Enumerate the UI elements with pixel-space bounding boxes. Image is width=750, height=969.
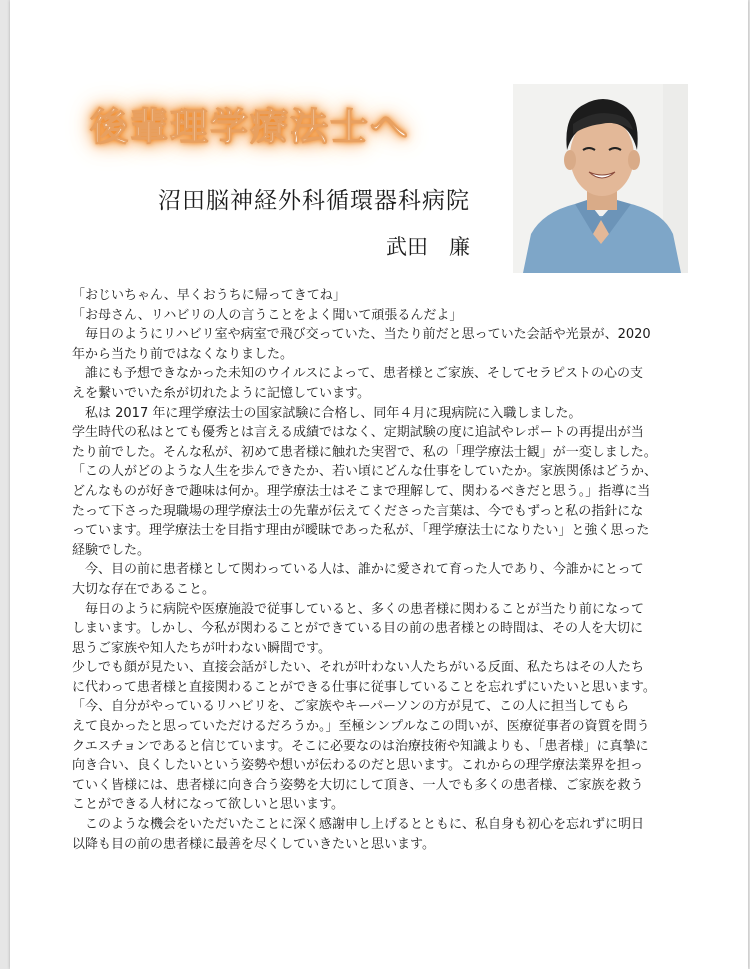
body-line: 思うご家族や知人たちが叶わない瞬間です。 (72, 640, 331, 656)
body-line: 私は 2017 年に理学療法士の国家試験に合格し、同年４月に現病院に入職しました。 (72, 405, 582, 421)
body-line: えて良かったと思っていただけるだろうか。」至極シンプルなこの問いが、医療従事者の資質を問う (72, 719, 650, 735)
body-line: 「この人がどのような人生を歩んできたか、若い頃にどんな仕事をしていたか。家族関係はどうか、 (72, 464, 658, 480)
body-line: たって下さった現職場の理学療法士の先輩が伝えてくださった言葉は、今でもずっと私の指針にな (72, 503, 644, 519)
author-name: 武田 廉 (386, 235, 470, 259)
body-text (72, 286, 712, 854)
document-page (10, 0, 748, 969)
body-line: どんなものが好きで趣味は何か。理学療法士はそこまで理解して、関わるべきだと思う。」指導に当 (72, 483, 651, 499)
body-line: 以降も目の前の患者様に最善を尽くしていきたいと思います。 (72, 836, 435, 852)
page-title: 後輩理学療法士へ (90, 105, 411, 149)
body-line: 「おじいちゃん、早くおうちに帰ってきてね」 (72, 288, 346, 303)
body-line: 少しでも顔が見たい、直接会話がしたい、それが叶わない人たちがいる反面、私たちはその人たち (72, 660, 645, 676)
body-line: えを繋いでいた糸が切れたように記憶しています。 (72, 385, 370, 401)
body-line: しまいます。しかし、今私が関わることができている目の前の患者様との時間は、その人を大切に (72, 621, 643, 637)
body-line: 誰にも予想できなかった未知のウイルスによって、患者様とご家族、そしてセラピストの心の支 (72, 366, 643, 382)
body-line: たり前でした。そんな私が、初めて患者様に触れた実習で、私の「理学療法士観」が一変しました。 (72, 444, 657, 460)
body-line: 毎日のようにリハビリ室や病室で飛び交っていた、当たり前だと思っていた会話や光景が、2020 (72, 327, 651, 343)
body-line: 毎日のように病院や医療施設で従事していると、多くの患者様に関わることが当たり前になって (72, 601, 645, 617)
body-line: 学生時代の私はとても優秀とは言える成績ではなく、定期試験の度に追試やレポートの再提出が当 (72, 425, 644, 441)
body-line: 今、目の前に患者様として関わっている人は、誰かに愛されて育った人であり、今誰かにとって (72, 562, 644, 578)
body-line: っています。理学療法士を目指す理由が曖昧であった私が、「理学療法士になりたい」と強く思った (72, 523, 650, 539)
body-line: 「お母さん、リハビリの人の言うことをよく聞いて頑張るんだよ」 (72, 307, 463, 323)
body-line: 「今、自分がやっているリハビリを、ご家族やキーパーソンの方が見て、この人に担当してもら (72, 699, 630, 715)
body-line: ていく皆様には、患者様に向き合う姿勢を大切にして頂き、一人でも多くの患者様、ご家族を救う (72, 777, 644, 793)
body-line: 向き合い、良くしたいという姿勢や想いが伝わるのだと思います。これからの理学療法業界を担っ (72, 758, 643, 774)
author-photo (513, 84, 688, 273)
body-line: クエスチョンであると信じています。そこに必要なのは治療技術や知識よりも、「患者様」に真摯に (72, 738, 649, 754)
body-line: ことができる人材になって欲しいと思います。 (72, 797, 344, 813)
body-line: 経験でした。 (72, 542, 151, 558)
body-line: 大切な存在であること。 (72, 581, 216, 597)
body-line: このような機会をいただいたことに深く感謝申し上げるとともに、私自身も初心を忘れずに明日 (72, 817, 645, 833)
body-line: に代わって患者様と直接関わることができる仕事に従事していることを忘れずにいたいと思います。 (72, 679, 656, 695)
portrait-illustration (513, 84, 688, 273)
hospital-name: 沼田脳神経外科循環器科病院 (158, 188, 470, 214)
body-line: 年から当たり前ではなくなりました。 (72, 346, 294, 362)
